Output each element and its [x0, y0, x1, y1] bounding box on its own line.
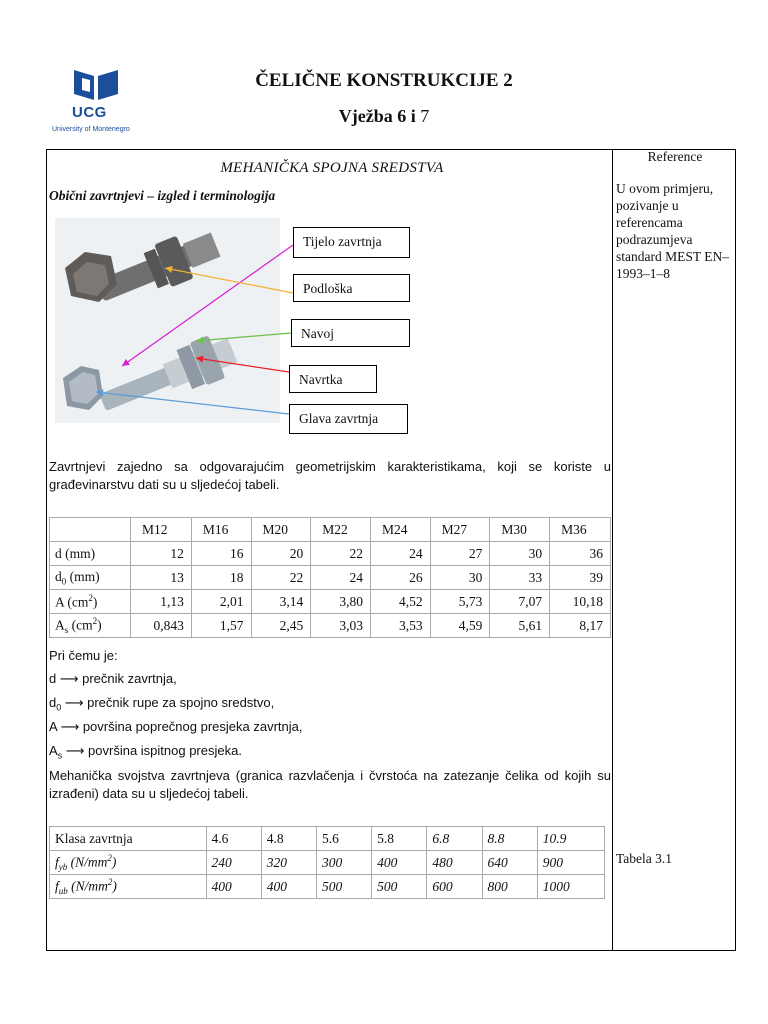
table-cell: 36	[550, 542, 611, 566]
table-cell: 7,07	[490, 590, 550, 614]
table-cell: 30	[430, 566, 490, 590]
row-label: $f_{yb}$ $(N/mm^2)$	[50, 851, 207, 875]
legend-as: $A_s$ ⟶ površina ispitnog presjeka.	[49, 743, 242, 761]
legend-d0: $d_0$ ⟶ prečnik rupe za spojno sredstvo,	[49, 695, 275, 713]
table-cell: 24	[311, 566, 371, 590]
document-subtitle: Vježba 6 i 7	[338, 106, 430, 126]
table-cell: 4,59	[430, 614, 490, 638]
legend-d: d ⟶ prečnik zavrtnja,	[49, 671, 177, 686]
bolt-geometry-table	[49, 517, 611, 638]
table-cell: 3,03	[311, 614, 371, 638]
mechanical-paragraph: Mehanička svojstva zavrtnjeva (granica razvlačenja i čvrstoća na zatezanje čelika od kojih su izrađeni) data su u sljedećoj tabeli.	[49, 768, 611, 801]
reference-heading: Reference	[647, 149, 703, 164]
row-label: $f_{ub}$ $(N/mm^2)$	[50, 875, 207, 899]
table-cell: 640	[482, 851, 537, 875]
table-cell: 5,73	[430, 590, 490, 614]
intro-paragraph: Zavrtnjevi zajedno sa odgovarajućim geometrijskim karakteristikama, koji se koriste u građevinarstvu dati su u sljedećoj tabeli.	[49, 459, 611, 492]
table-cell: 16	[191, 542, 251, 566]
table-cell: 22	[311, 542, 371, 566]
legend-intro: Pri čemu je:	[49, 648, 118, 663]
reference-note: U ovom primjeru, pozivanje u referencama podrazumjeva standard MEST EN–1993–1–8	[616, 181, 729, 281]
table-header-cell: M12	[130, 518, 191, 542]
table-cell: 500	[316, 875, 371, 899]
leader-glava	[96, 392, 289, 414]
table-cell: 12	[130, 542, 191, 566]
table-cell: 400	[261, 875, 316, 899]
leader-podloska	[165, 268, 293, 293]
table-cell: 2,45	[251, 614, 311, 638]
table-header-cell: 6.8	[427, 827, 482, 851]
table-cell: 10,18	[550, 590, 611, 614]
row-label: A $(cm^2)$	[50, 590, 131, 614]
table-cell: 13	[130, 566, 191, 590]
table-header-cell: 4.8	[261, 827, 316, 851]
logo-text: UCG	[72, 104, 107, 121]
table-header-cell: 8.8	[482, 827, 537, 851]
reference-table-label: Tabela 3.1	[616, 851, 673, 866]
table-cell: 600	[427, 875, 482, 899]
table-cell: 26	[370, 566, 430, 590]
table-header-cell: M20	[251, 518, 311, 542]
table-header-cell: M16	[191, 518, 251, 542]
table-cell: 22	[251, 566, 311, 590]
table-cell: 0,843	[130, 614, 191, 638]
row-label: Klasa zavrtnja	[50, 827, 207, 851]
logo-subtext: University of Montenegro	[52, 126, 130, 133]
table-cell: 1000	[537, 875, 604, 899]
row-label: d (mm)	[50, 542, 131, 566]
table-cell: 300	[316, 851, 371, 875]
table-cell: 900	[537, 851, 604, 875]
table-cell: 8,17	[550, 614, 611, 638]
table-cell: 33	[490, 566, 550, 590]
callout-navrtka: Navrtka	[289, 365, 377, 393]
table-cell: 5,61	[490, 614, 550, 638]
table-header-cell: 10.9	[537, 827, 604, 851]
table-cell: 1,57	[191, 614, 251, 638]
table-cell: 2,01	[191, 590, 251, 614]
bolt-class-table	[49, 826, 605, 899]
table-row	[50, 614, 611, 638]
table-cell: 18	[191, 566, 251, 590]
table-cell: 1,13	[130, 590, 191, 614]
callout-tijelo: Tijelo zavrtnja	[293, 227, 410, 258]
table-cell: 30	[490, 542, 550, 566]
table-header-cell: M36	[550, 518, 611, 542]
callout-podloska: Podloška	[293, 274, 410, 302]
section-subtitle: Obični zavrtnjevi – izgled i terminologija	[49, 188, 276, 203]
table-cell: 800	[482, 875, 537, 899]
table-cell: 39	[550, 566, 611, 590]
table-header-cell: M22	[311, 518, 371, 542]
table-header-cell: 5.8	[372, 827, 427, 851]
section-title: MEHANIČKA SPOJNA SREDSTVA	[220, 160, 444, 176]
table-cell: 240	[206, 851, 261, 875]
callout-glava: Glava zavrtnja	[289, 404, 408, 434]
table-header-cell: M27	[430, 518, 490, 542]
table-row	[50, 590, 611, 614]
table-cell: 500	[372, 875, 427, 899]
leader-navrtka	[196, 358, 289, 372]
table-cell: 4,52	[370, 590, 430, 614]
table-row	[50, 851, 605, 875]
row-label: $d_0$ (mm)	[50, 566, 131, 590]
table-cell: 20	[251, 542, 311, 566]
table-row	[50, 566, 611, 590]
table-header-cell: 4.6	[206, 827, 261, 851]
row-label: $A_s$ $(cm^2)$	[50, 614, 131, 638]
callout-navoj: Navoj	[291, 319, 410, 347]
leader-tijelo	[122, 245, 293, 366]
table-cell: 3,14	[251, 590, 311, 614]
document-title: ČELIČNE KONSTRUKCIJE 2	[255, 70, 513, 91]
table-cell: 27	[430, 542, 490, 566]
legend-a: A ⟶ površina poprečnog presjeka zavrtnja,	[49, 719, 303, 734]
table-cell: 320	[261, 851, 316, 875]
table-header-cell: M24	[370, 518, 430, 542]
table-row	[50, 827, 605, 851]
table-cell: 400	[372, 851, 427, 875]
table-row	[50, 518, 611, 542]
table-cell: 3,80	[311, 590, 371, 614]
table-header-cell: M30	[490, 518, 550, 542]
table-cell: 400	[206, 875, 261, 899]
table-cell: 24	[370, 542, 430, 566]
table-row	[50, 875, 605, 899]
table-cell: 3,53	[370, 614, 430, 638]
table-cell: 480	[427, 851, 482, 875]
table-header-cell: 5.6	[316, 827, 371, 851]
table-row	[50, 542, 611, 566]
leader-navoj	[196, 333, 291, 341]
